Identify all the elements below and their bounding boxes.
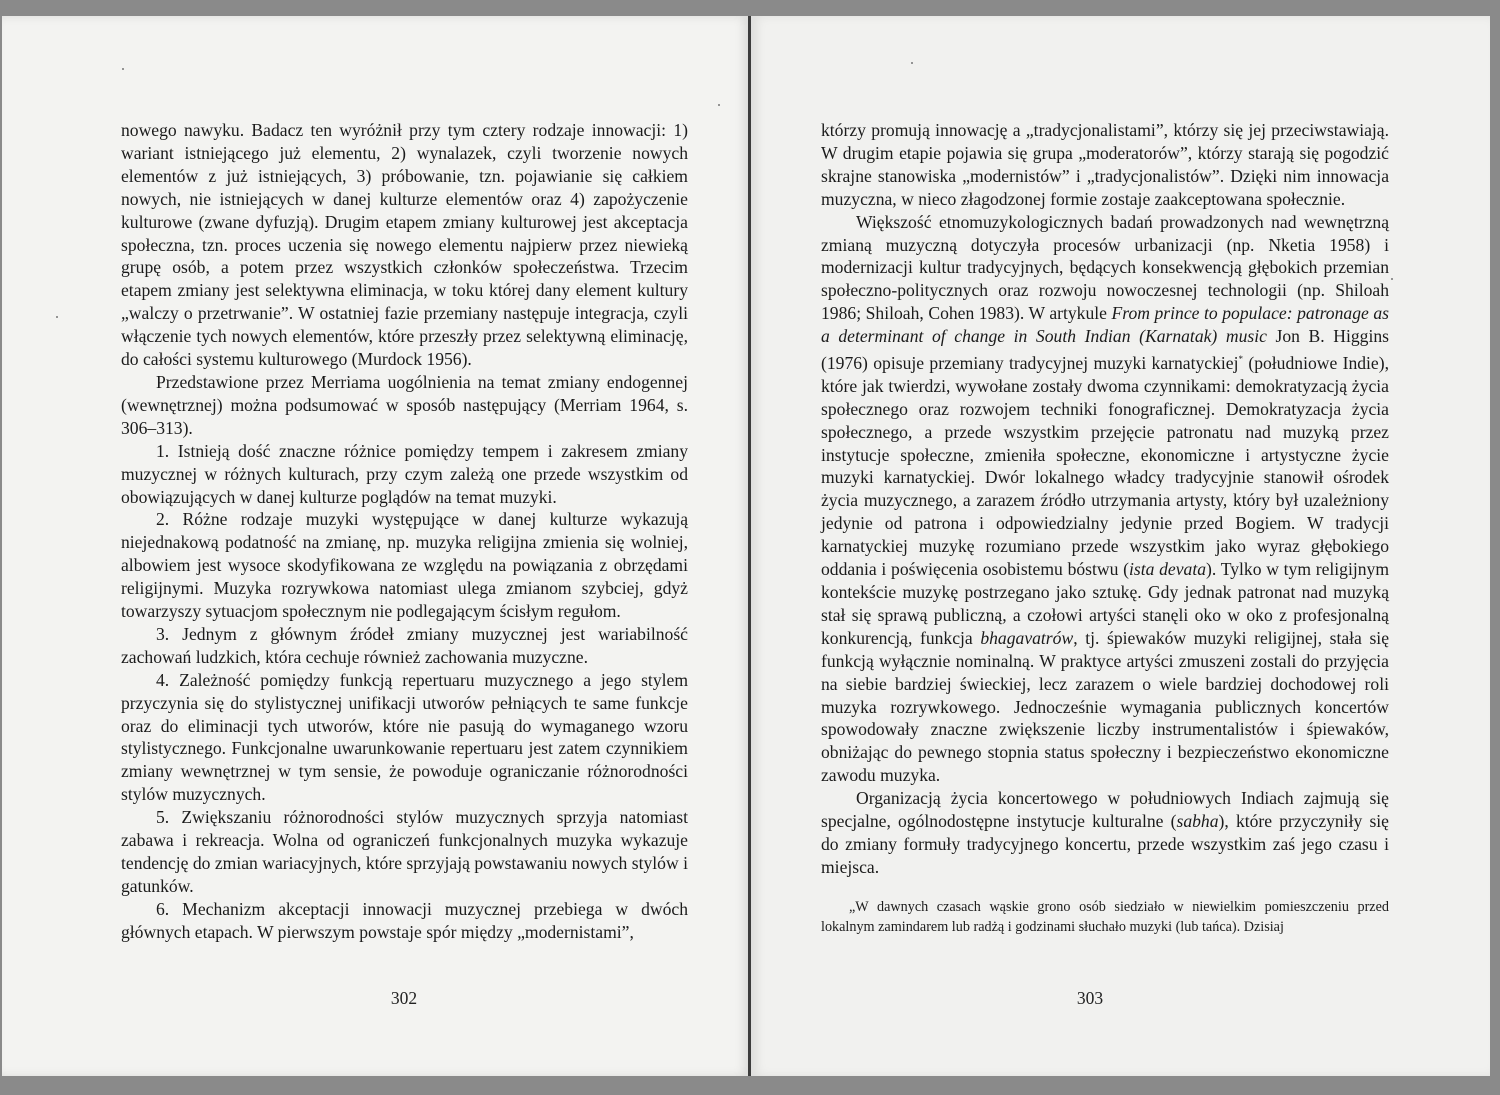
page-number: 302 [390, 988, 418, 1008]
right-page-text [821, 119, 1389, 937]
block-quote: „W dawnych czasach wąskie grono osób siedziało w niewielkim pomieszczeniu przed lokalnym zamindarem lub radżą i godzinami słuchało muzyki (lub tańca). Dzisiaj [821, 898, 1389, 935]
right-page [751, 16, 1490, 1076]
term-sabha: sabha [1176, 811, 1219, 832]
paragraph: Większość etnomuzykologicznych badań prowadzonych nad wewnętrzną zmianą muzyczną dotyczyła procesów urbanizacji (np. Nketia 1958) i modernizacji kultur tradycyjnych, będących konsekwencją głębokich przemian społeczno-politycznych oraz rozwoju nowoczesnej technologii (np. Shiloah 1986; Shiloah, Cohen 1983). W artykule From prince to populace: patronage as a determinant of change in South Indian (Karnatak) music Jon B. Higgins (1976) opisuje przemiany tradycyjnej muzyki karnatyckiej* (południowe Indie), które jak twierdzi, wywołane zostały dwoma czynnikami: demokratyzacją życia społecznego oraz rozwojem techniki fonograficznej. Demokratyzacja życia społecznego, a przede wszystkim przejęcie patronatu nad muzyką przez instytucje społeczne, zmieniła społeczne, ekonomiczne i artystyczne życie muzyki karnatyckiej. Dwór lokalnego władcy tradycyjnie stanowił ośrodek życia muzycznego, a zarazem źródło utrzymania artysty, który był uzależniony jedynie od patrona i odpowiedzialny jedynie przed Bogiem. W tradycji karnatyckiej muzykę rozumiano przede wszystkim jako wyraz głębokiego oddania i poświęcenia osobistemu bóstwu (ista devata). Tylko w tym religijnym kontekście muzykę postrzegano jako sztukę. Gdy jednak patronat nad muzyką stał się sprawą publiczną, a czołowi artyści stanęli oko w oko z profesjonalną konkurencją, funkcja bhagavatrów, tj. śpiewaków muzyki religijnej, stała się funkcją wyłącznie nominalną. W praktyce artyści zmuszeni zostali do przyjęcia na siebie bardziej świeckiej, lecz zarazem o wiele bardziej dochodowej roli muzyka rozrywkowego. Jednocześnie wymagania publicznych koncertów spowodowały znaczne zwiększenie liczby instrumentalistów i śpiewaków, obniżając do pewnego stopnia status społeczny i bezpieczeństwo ekonomiczne zawodu muzyka. [821, 211, 1390, 786]
list-item: 1. Istnieją dość znaczne różnice pomiędzy tempem i zakresem zmiany muzycznej w różnych kulturach, przy czym zależą one przede wszystkim od obowiązujących w danej kulturze poglądów na temat muzyki. [121, 440, 688, 507]
page-number: 303 [1076, 988, 1104, 1008]
term-bhagavatrow: bhagavatrów [980, 627, 1074, 648]
list-item: 3. Jednym z głównym źródeł zmiany muzycznej jest wariabilność zachowań ludzkich, która cechuje również zachowania muzyczne. [121, 623, 688, 667]
paper-speck [718, 104, 720, 106]
paper-speck [122, 68, 124, 70]
paragraph: którzy promują innowację a „tradycjonalistami”, którzy się jej przeciwstawiają. W drugim etapie pojawia się grupa „moderatorów”, którzy starają się pogodzić skrajne stanowiska „modernistów” i „tradycjonalistów”. Dzięki nim innowacja muzyczna, w nieco złagodzonej formie zostaje zaakceptowana społecznie. [821, 120, 1389, 209]
list-item: 6. Mechanizm akceptacji innowacji muzycznej przebiega w dwóch głównych etapach. W pierwszym powstaje spór między „modernistami”, [121, 898, 688, 942]
footnote-mark: * [1238, 354, 1243, 365]
paragraph: Organizacją życia koncertowego w południowych Indiach zajmują się specjalne, ogólnodostępne instytucje kulturalne (sabha), które przyczyniły się do zmiany formuły tradycyjnego koncertu, przede wszystkim zaś jego czasu i miejsca. [821, 788, 1389, 877]
paper-speck [56, 316, 58, 318]
paper-speck [911, 62, 913, 64]
left-page [2, 16, 750, 1076]
list-item: 4. Zależność pomiędzy funkcją repertuaru muzycznego a jego stylem przyczynia się do stylistycznej unifikacji utworów pełniących te same funkcje oraz do eliminacji tych utworów, które nie pasują do wymaganego wzoru stylistycznego. Funkcjonalne uwarunkowanie repertuaru jest zatem czynnikiem zmiany wewnętrznej w tym sensie, że powoduje ograniczanie różnorodności stylów muzycznych. [121, 669, 688, 805]
paragraph: Przedstawione przez Merriama uogólnienia na temat zmiany endogennej (wewnętrznej) można podsumować w sposób następujący (Merriam 1964, s. 306–313). [121, 371, 688, 438]
list-item: 5. Zwiększaniu różnorodności stylów muzycznych sprzyja natomiast zabawa i rekreacja. Wolna od ograniczeń funkcjonalnych muzyka wykazuje tendencję do zmian wariacyjnych, które sprzyjają powstawaniu nowych stylów i gatunków. [121, 807, 688, 896]
term-ista-devata: ista devata [1128, 559, 1207, 580]
paper-speck [1391, 278, 1393, 280]
article-title: From prince to populace: patronage as a determinant of change in South Indian (Karnatak) music [821, 303, 1389, 347]
left-page-text [121, 119, 688, 944]
list-item: 2. Różne rodzaje muzyki występujące w danej kulturze wykazują niejednakową podatność na zmianę, np. muzyka religijna zmienia się wolniej, albowiem jest wysoce skodyfikowana ze względu na powiązania z obrzędami religijnymi. Muzyka rozrywkowa natomiast ulega zmianom szybciej, gdyż towarzyszy sytuacjom społecznym nie podlegającym ścisłym regułom. [121, 509, 688, 622]
paragraph: nowego nawyku. Badacz ten wyróżnił przy tym cztery rodzaje innowacji: 1) wariant istniejącego już elementu, 2) wynalazek, czyli tworzenie nowych elementów z już istniejących, 3) próbowanie, tzn. pojawianie się całkiem nowych, nie istniejących w danej kulturze elementów oraz 4) zapożyczenie kulturowe (zwane dyfuzją). Drugim etapem zmiany kulturowej jest akceptacja społeczna, tzn. proces uczenia się nowego elementu najpierw przez niewieką grupę osób, a potem przez wszystkich członków społeczeństwa. Trzecim etapem zmiany jest selektywna eliminacja, w toku której dany element kultury „walczy o przetrwanie”. W ostatniej fazie przemiany następuje integracja, czyli włączenie tych nowych elementów, które przeszły przez selektywną eliminację, do całości systemu kulturowego (Murdock 1956). [121, 120, 688, 370]
